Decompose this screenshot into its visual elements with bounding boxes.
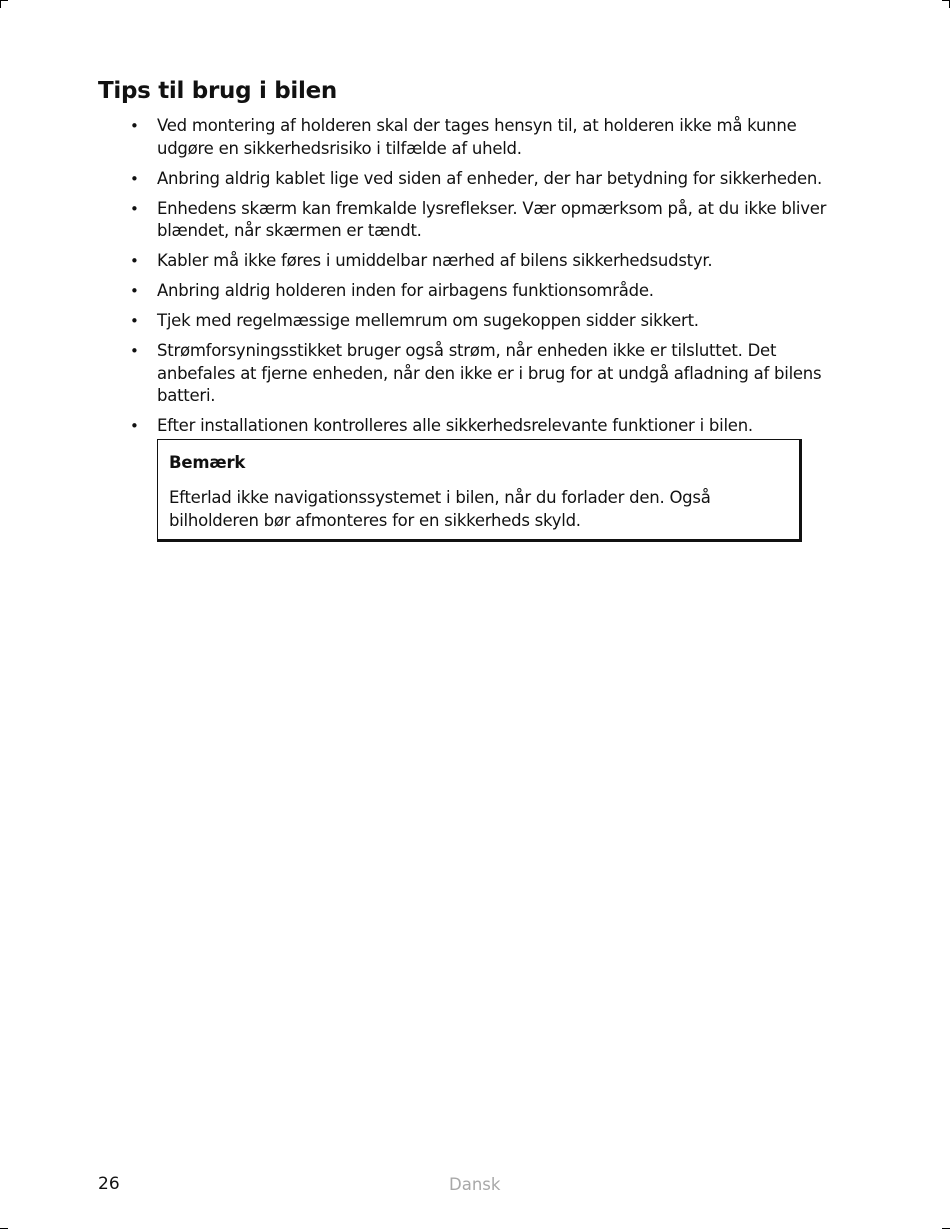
list-item [130,280,850,303]
list-item [130,115,850,160]
bullet-icon: • [130,282,139,300]
note-text: Efterlad ikke navigationssystemet i bilen, når du forlader den. Også bilholderen bør afmonteres for en sikkerheds skyld. [169,488,711,530]
bullet-icon: • [130,417,139,435]
tips-list [130,115,850,445]
list-item-text: Enhedens skærm kan fremkalde lysreflekser. Vær opmærksom på, at du ikke bliver blændet, når skærmen er tændt. [157,198,827,240]
footer-language: Dansk [449,1175,501,1194]
page-number: 26 [98,1174,120,1194]
bullet-icon: • [130,312,139,330]
bullet-icon: • [130,342,139,360]
list-item [130,310,850,333]
bullet-icon: • [130,117,139,135]
list-item-text: Ved montering af holderen skal der tages hensyn til, at holderen ikke må kunne udgøre en sikkerhedsrisiko i tilfælde af uheld. [157,116,797,158]
list-item [130,168,850,191]
crop-mark-top-left [0,0,8,1]
list-item-text: Efter installationen kontrolleres alle sikkerhedsrelevante funktioner i bilen. [157,416,753,435]
crop-mark-top-left-vertical [0,0,1,8]
list-item-text: Anbring aldrig holderen inden for airbagens funktionsområde. [157,281,654,300]
list-item-text: Anbring aldrig kablet lige ved siden af enheder, der har betydning for sikkerheden. [157,168,823,188]
list-item [130,340,850,408]
bullet-icon: • [130,252,139,270]
list-item [130,415,850,438]
note-title: Bemærk [169,453,246,472]
list-item [130,250,850,273]
list-item-text: Strømforsyningsstikket bruger også strøm, når enheden ikke er tilsluttet. Det anbefales at fjerne enheden, når den ikke er i brug for at undgå afladning af bilens batteri. [157,341,822,405]
list-item [130,198,850,243]
note-box [157,439,802,542]
section-title: Tips til brug i bilen [98,78,337,104]
bullet-icon: • [130,169,139,188]
list-item-text: Kabler må ikke føres i umiddelbar nærhed af bilens sikkerhedsudstyr. [157,251,713,270]
bullet-icon: • [130,199,139,218]
list-item-text: Tjek med regelmæssige mellemrum om sugekoppen sidder sikkert. [157,311,699,330]
